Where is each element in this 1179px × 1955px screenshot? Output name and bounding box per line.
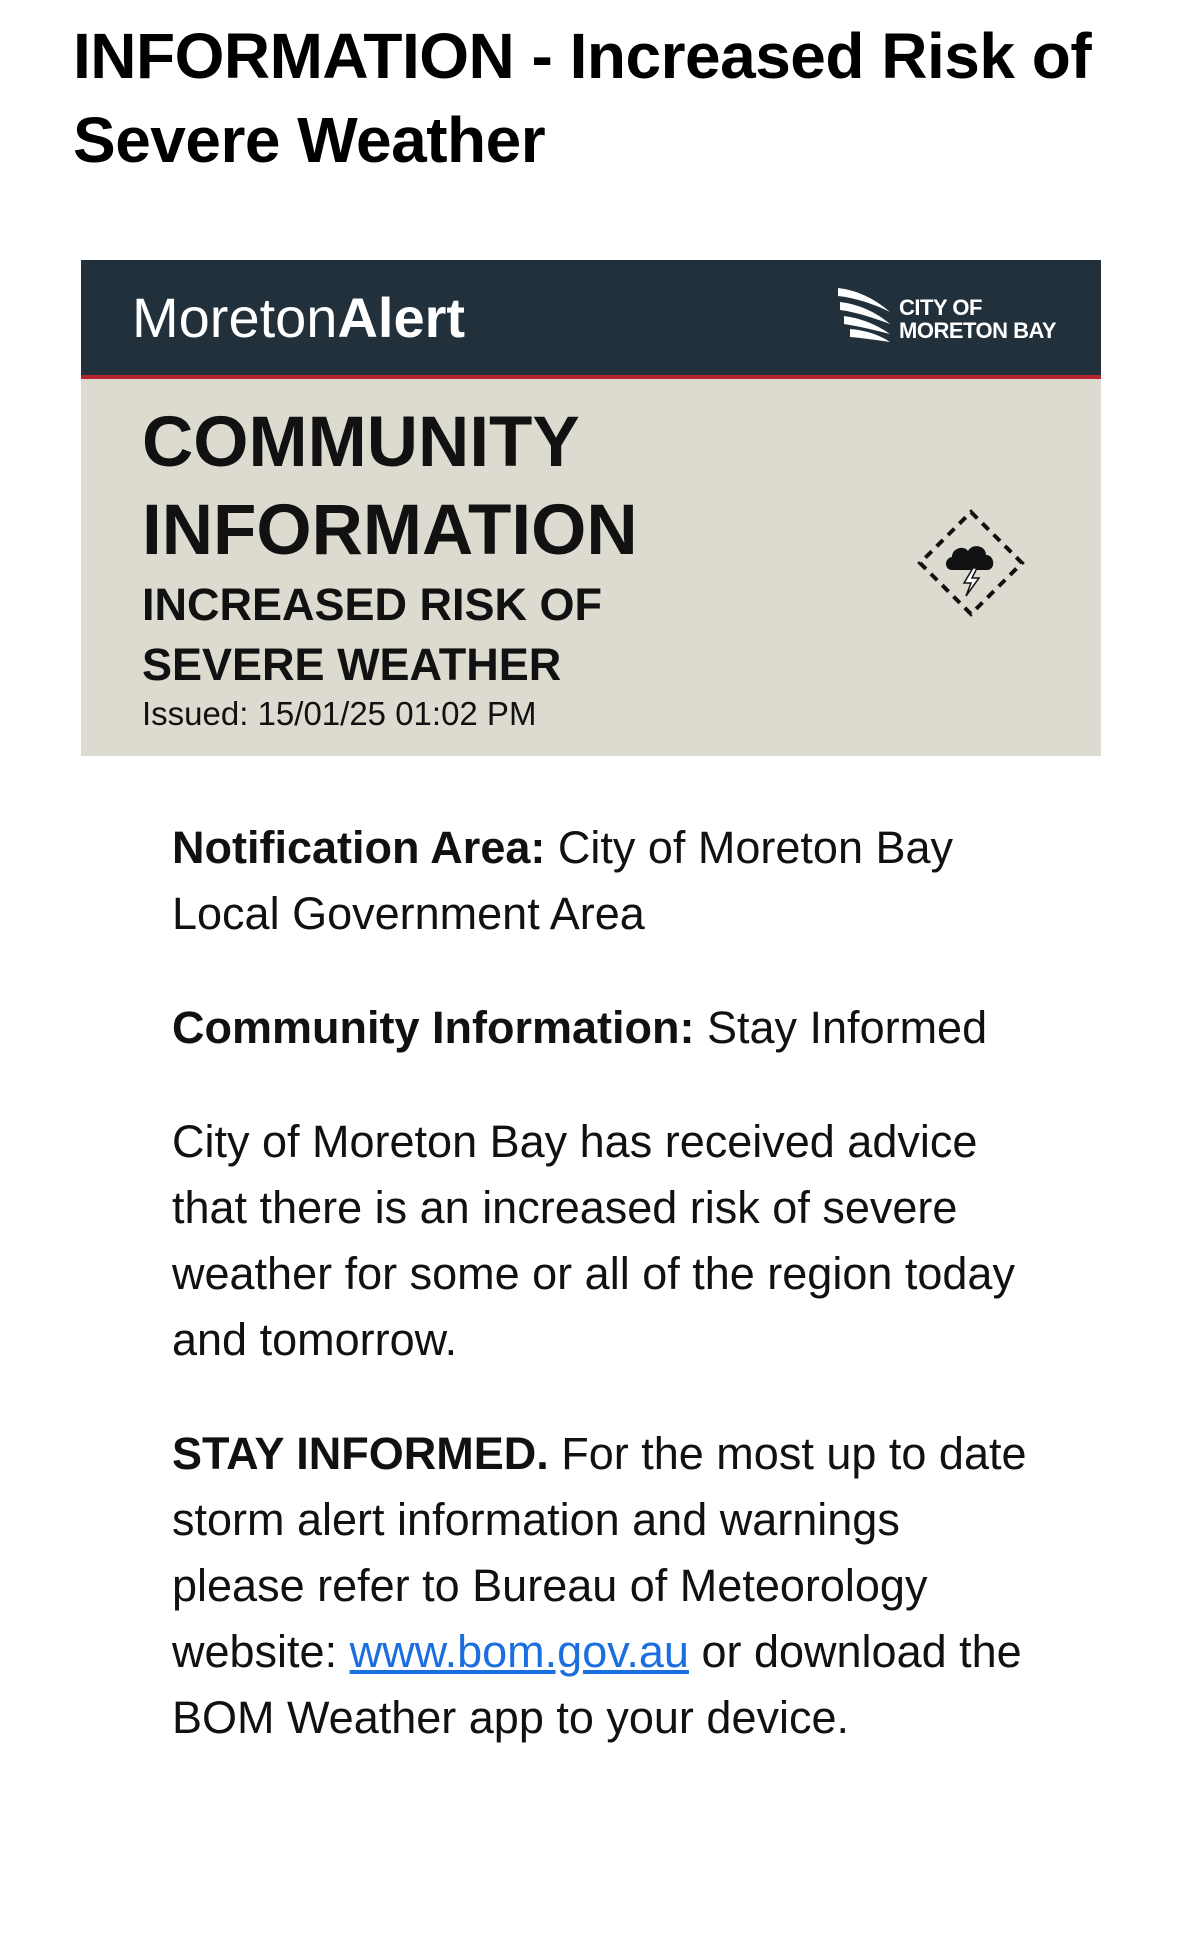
notification-area-label: Notification Area: (172, 822, 546, 873)
alert-type-heading (142, 399, 638, 575)
stay-informed-paragraph (172, 1421, 1032, 1751)
alert-sub-line1: INCREASED RISK OF (142, 579, 603, 630)
community-info-value: Stay Informed (706, 1002, 988, 1053)
brand-name-bold: Alert (337, 286, 466, 349)
banner-body (81, 379, 1101, 756)
community-information (172, 995, 1032, 1061)
notification-area-value: City of Moreton Bay Local Government Area (172, 822, 954, 939)
stay-informed-text: For the most up to date storm alert information and warnings please refer to Bureau of Meteorology website: (172, 1428, 1027, 1677)
banner-header (81, 260, 1101, 375)
alert-sub-line2: SEVERE WEATHER (142, 639, 562, 690)
council-name-line2: MORETON BAY (899, 318, 1057, 343)
download-app-text: or download the BOM Weather app to your device. (172, 1626, 1022, 1743)
council-name (899, 296, 1056, 342)
council-name-line1: CITY OF (899, 295, 982, 320)
alert-subheading (142, 575, 602, 695)
storm-hazard-icon (916, 508, 1026, 618)
page-title: INFORMATION - Increased Risk of Severe Weather (73, 20, 1092, 176)
advice-paragraph: City of Moreton Bay has received advice that there is an increased risk of severe weather for some or all of the region today and tomorrow. (172, 1116, 1015, 1365)
moreton-alert-logo (132, 286, 465, 350)
alert-content (172, 815, 1032, 1751)
alert-type-line2: INFORMATION (142, 491, 638, 570)
bom-website-link[interactable]: www.bom.gov.au (349, 1626, 689, 1677)
alert-banner (81, 260, 1101, 756)
stay-informed-label: STAY INFORMED. (172, 1428, 549, 1479)
notification-area (172, 815, 1032, 947)
community-info-label: Community Information: (172, 1002, 695, 1053)
city-of-moreton-bay-logo (834, 282, 1084, 352)
alert-type-line1: COMMUNITY (142, 403, 580, 482)
wave-logo-icon (834, 282, 894, 344)
brand-name-light: Moreton (132, 286, 338, 349)
issued-timestamp: Issued: 15/01/25 01:02 PM (142, 695, 537, 732)
